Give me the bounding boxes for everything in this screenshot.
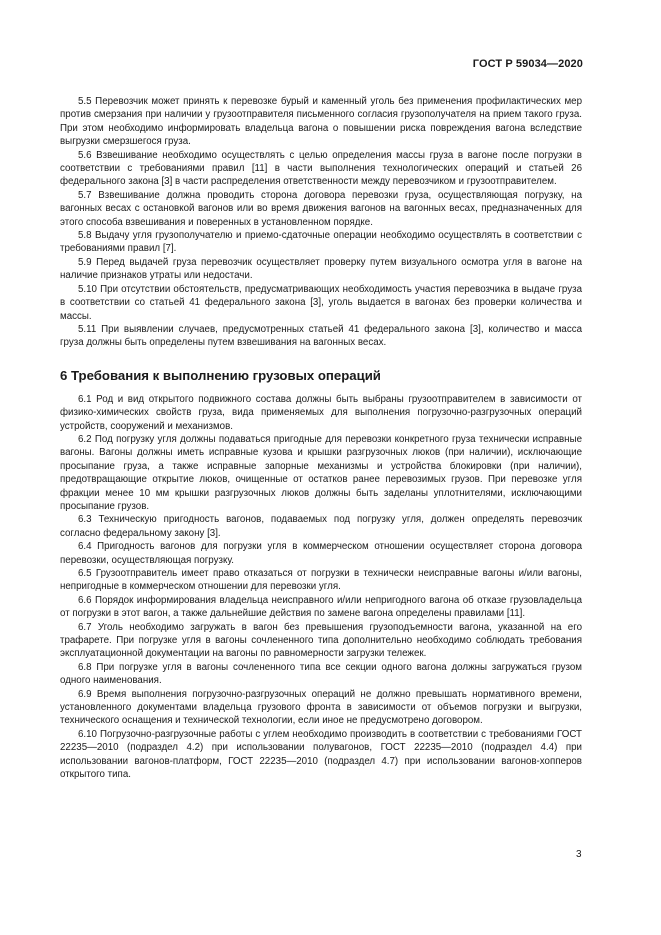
paragraph-6-2: 6.2 Под погрузку угля должны подаваться пригодные для перевозки конкретного груза технически исправные вагоны. Вагоны должны иметь исправные кузова и крышки разгрузочных люков (при наличии), исключающие просыпание груза, а также исправные запорные механизмы и устройства блокировки (при наличии), предотвращающие открытие люков, очищенные от остатков ранее перевозимых грузов. При перевозке угля фракции менее 10 мм крышки разгрузочных люков должны быть заделаны уплотнителями, исключающими просыпание грузов. (60, 433, 582, 512)
paragraph-6-8: 6.8 При погрузке угля в вагоны сочлененного типа все секции одного вагона должны загружаться грузом одного наименования. (60, 661, 582, 687)
section-6-title: 6 Требования к выполнению грузовых операций (60, 367, 381, 383)
paragraph-5-5: 5.5 Перевозчик может принять к перевозке бурый и каменный уголь без применения профилактических мер против смерзания при наличии у грузоотправителя письменного согласия грузополучателя на прием такого груза. При этом необходимо информировать владельца вагона о повышении риска повреждения вагона вследствие выгрузки смерзшегося груза. (60, 96, 582, 148)
paragraph-5-6: 5.6 Взвешивание необходимо осуществлять с целью определения массы груза в вагоне после погрузки в соответствии с требованиями правил [11] в части выполнения технологических операций и статьей 26 федерального закона [3] в части распределения ответственности между перевозчиком и грузоотправителем. (60, 149, 582, 188)
paragraph-5-8: 5.8 Выдачу угля грузополучателю и приемо-сдаточные операции необходимо осуществлять в соответствии с требованиями правил [7]. (60, 230, 582, 255)
paragraph-6-10: 6.10 Погрузочно-разгрузочные работы с углем необходимо производить в соответствии с требованиями ГОСТ 22235—2010 (подраздел 4.2) при использовании полувагонов, ГОСТ 22235—2010 (подраздел 4.4) при использовании вагонов-платформ, ГОСТ 22235—2010 (подраздел 4.7) при использовании вагонов-хопперов открытого типа. (60, 728, 582, 781)
paragraph-5-9: 5.9 Перед выдачей груза перевозчик осуществляет проверку путем визуального осмотра угля в вагоне на наличие признаков утраты или недостачи. (60, 256, 582, 282)
document-body (60, 95, 582, 782)
paragraph-6-1: 6.1 Род и вид открытого подвижного состава должны быть выбраны грузоотправителем в зависимости от физико-химических свойств груза, вида применяемых для выполнения погрузочно-разгрузочных операций устройств, сооружений и механизмов. (60, 393, 582, 432)
paragraph-6-3: 6.3 Техническую пригодность вагонов, подаваемых под погрузку угля, должен определять перевозчик согласно федеральному закону [3]. (60, 514, 582, 539)
paragraph-6-9: 6.9 Время выполнения погрузочно-разгрузочных операций не должно превышать нормативного времени, установленного документами владельца грузового фронта в зависимости от объемов погрузки и выгрузки, технического оснащения и технической технологии, если иное не предусмотрено договором. (60, 688, 582, 727)
paragraph-6-5: 6.5 Грузоотправитель имеет право отказаться от погрузки в технически неисправные вагоны и/или вагоны, непригодные в коммерческом отношении для перевозки угля. (60, 568, 582, 593)
paragraph-5-11: 5.11 При выявлении случаев, предусмотренных статьей 41 федерального закона [3], количество и масса груза должны быть определены путем взвешивания на вагонных весах. (60, 323, 582, 349)
paragraph-6-7: 6.7 Уголь необходимо загружать в вагон без превышения грузоподъемности вагона, указанной на его трафарете. При погрузке угля в вагоны сочлененного типа дополнительно необходимо соблюдать требования эксплуатационной документации на вагоны по равномерности загрузки тележек. (60, 621, 582, 660)
page-number: 3 (576, 849, 582, 860)
standard-number-header: ГОСТ Р 59034—2020 (472, 58, 583, 70)
paragraph-6-6: 6.6 Порядок информирования владельца неисправного и/или непригодного вагона об отказе грузовладельца от погрузки в этот вагон, а также дальнейшие действия по замене вагона определены правилами [11]. (60, 594, 582, 620)
paragraph-6-4: 6.4 Пригодность вагонов для погрузки угля в коммерческом отношении осуществляет сторона договора перевозки, осуществляющая погрузку. (60, 541, 582, 566)
paragraph-5-7: 5.7 Взвешивание должна проводить сторона договора перевозки груза, осуществляющая погрузку, на вагонных весах с остановкой вагонов или во время движения вагонов на вагонных весах, предназначенных для этого способа взвешивания и поверенных в установленном порядке. (60, 189, 582, 228)
paragraph-5-10: 5.10 При отсутствии обстоятельств, предусматривающих необходимость участия перевозчика в выдаче груза в соответствии со статьей 41 федерального закона [3], уголь выдается в вагонах без проверки количества и массы. (60, 283, 582, 322)
